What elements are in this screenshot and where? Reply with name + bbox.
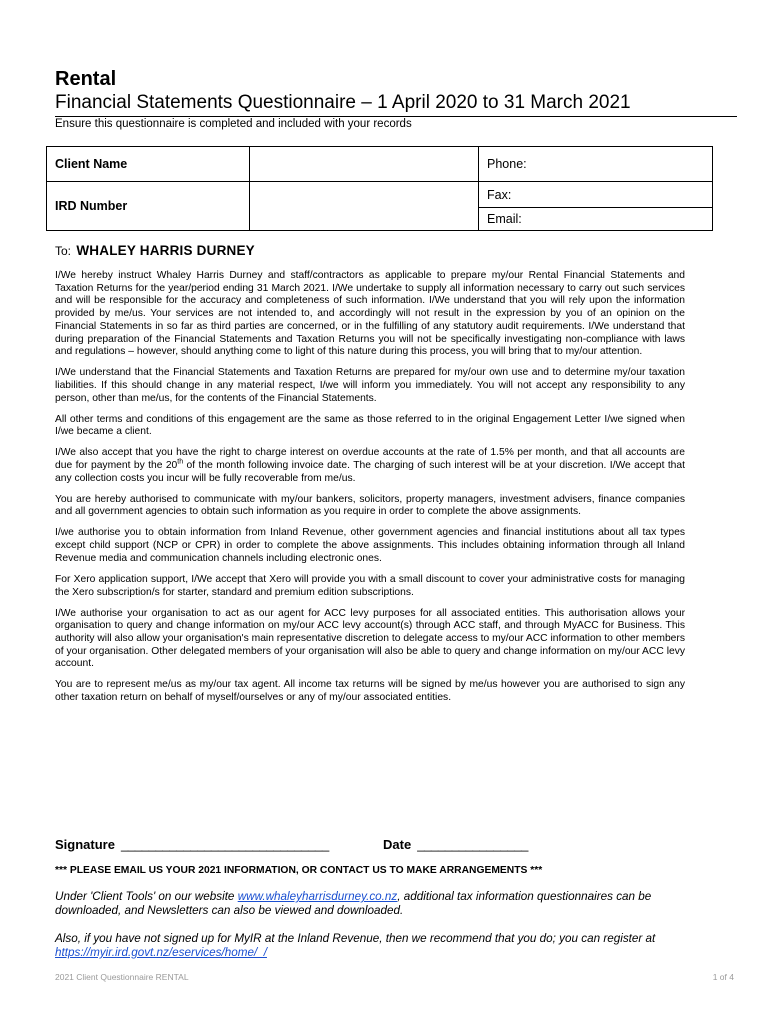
paragraph-interest	[55, 447, 685, 485]
fax-field[interactable]	[479, 182, 713, 208]
paragraph-purpose: I/We understand that the Financial Statements and Taxation Returns are prepared for my/our own use and to determine my/our taxation liabilities. If this should change in any material respect, I/we will inform you immediately. You will not accept any responsibility to any person, other than me/us, for the contents of the Financial Statements.	[55, 367, 685, 404]
client-name-label: Client Name	[47, 147, 250, 182]
myir-text: Also, if you have not signed up for MyIR at the Inland Revenue, then we recommend that you do; you can register at	[55, 932, 656, 945]
phone-field[interactable]	[479, 147, 713, 182]
phone-label: Phone:	[487, 157, 527, 171]
addressee-line	[55, 243, 255, 258]
email-notice: *** PLEASE EMAIL US YOUR 2021 INFORMATION, OR CONTACT US TO MAKE ARRANGEMENTS ***	[55, 865, 543, 876]
client-tools-info	[55, 890, 685, 918]
paragraph-acc: I/We authorise your organisation to act as our agent for ACC levy purposes for all associated entities. This authorisation allows your organisation to query and change information on my/our ACC levy account(s) through ACC staff, and through MyACC for Business. This authority will also allow your organisation's main representative discretion to delegate access to my/our ACC information to other members of your organisation. Other delegated members of your organisation will also be able to query and change information on my/our ACC levy account.	[55, 607, 685, 670]
paragraph-interest-part2: of the month following invoice date. The charging of such interest will be at your discretion. I/We accept that any collection costs you incur will be fully recoverable from me/us.	[55, 460, 685, 484]
paragraph-interest-part1: I/We also accept that you have the right to charge interest on overdue accounts at the rate of 1.5% per month, and that all accounts are due for payment by the 20	[55, 447, 685, 472]
email-label: Email:	[487, 212, 522, 226]
website-link[interactable]: www.whaleyharrisdurney.co.nz	[237, 890, 398, 903]
title-divider	[55, 116, 737, 117]
footer-page-number: 1 of 4	[712, 972, 734, 982]
date-field[interactable]	[383, 837, 528, 852]
to-label: To:	[55, 244, 72, 258]
date-line: ________________	[417, 837, 529, 852]
document-title: Rental	[55, 68, 117, 90]
client-name-field[interactable]	[250, 147, 479, 182]
firm-name: WHALEY HARRIS DURNEY	[76, 243, 255, 258]
date-label: Date	[383, 837, 412, 852]
footer-document-name: 2021 Client Questionnaire RENTAL	[55, 972, 189, 982]
ird-number-label: IRD Number	[47, 182, 250, 231]
ordinal-suffix: th	[177, 458, 184, 466]
engagement-text	[55, 270, 685, 713]
paragraph-xero: For Xero application support, I/We accept that Xero will provide you with a small discount to cover your administrative costs for managing the Xero subscription/s for starter, standard and premium edition subscriptions.	[55, 573, 685, 598]
client-tools-text-2: , additional tax information questionnaires can be downloaded, and Newsletters can also be viewed and downloaded.	[55, 890, 652, 917]
ird-number-field[interactable]	[250, 182, 479, 231]
paragraph-terms: All other terms and conditions of this engagement are the same as those referred to in the original Engagement Letter I/we signed when I/we became a client.	[55, 413, 685, 438]
paragraph-communication: You are hereby authorised to communicate with my/our bankers, solicitors, property managers, investment advisers, finance companies and all government agencies to obtain such information as you require in order to complete the above assignments.	[55, 493, 685, 518]
paragraph-instruction: I/We hereby instruct Whaley Harris Durney and staff/contractors as applicable to prepare my/our Rental Financial Statements and Taxation Returns for the year/period ending 31 March 2021. I/We undertake to supply all information necessary to carry out such services and will be responsible for the accuracy and completeness of such information. I/We understand that you will rely upon the information provided by me/us. Your services are not intended to, and accordingly will not result in the expression by you of an opinion on the Financial Statements in so far as third parties are concerned, or in the fulfilling of any statutory audit requirements. I/We understand that during preparation of the Financial Statements and Taxation Returns you will not be specifically investigating non-compliance with laws and regulations – however, should anything come to light of this nature during this process, you will bring that to my/our attention.	[55, 270, 685, 358]
client-details-table	[46, 146, 713, 231]
fax-label: Fax:	[487, 187, 512, 202]
instruction-text: Ensure this questionnaire is completed and included with your records	[55, 118, 412, 130]
myir-link[interactable]: https://myir.ird.govt.nz/eservices/home/_/	[55, 946, 267, 959]
signature-label: Signature	[55, 837, 115, 852]
signature-field[interactable]	[55, 837, 329, 852]
paragraph-ird-authority: I/we authorise you to obtain information from Inland Revenue, other government agencies and financial institutions about all tax types except child support (NCP or CPR) in order to complete the above assignments. This includes obtaining information through all Inland Revenue media and communication channels including electronic ones.	[55, 527, 685, 564]
myir-info	[55, 932, 685, 960]
document-subtitle: Financial Statements Questionnaire – 1 April 2020 to 31 March 2021	[55, 92, 631, 113]
paragraph-tax-agent: You are to represent me/us as my/our tax agent. All income tax returns will be signed by me/us however you are authorised to sign any other taxation return on behalf of myself/ourselves or any of my/our associated entities.	[55, 679, 685, 704]
email-field[interactable]	[479, 208, 713, 231]
signature-line: ______________________________	[120, 837, 329, 852]
client-tools-text-1: Under 'Client Tools' on our website	[55, 890, 238, 903]
